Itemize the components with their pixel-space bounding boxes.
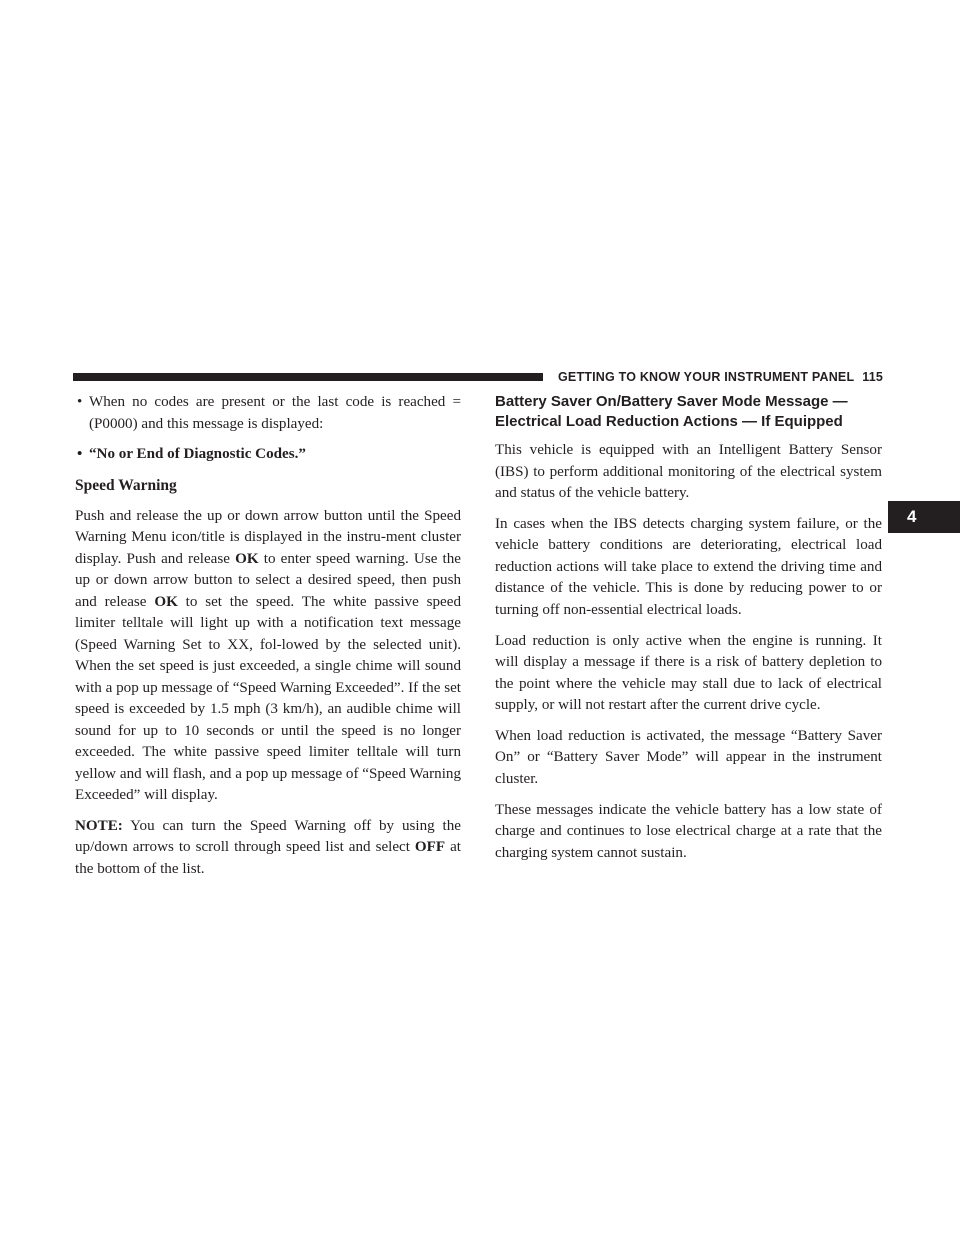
body-paragraph: These messages indicate the vehicle battery has a low state of charge and continues to lose electrical charge at a rate that the charging system cannot sustain. xyxy=(495,801,882,861)
running-header xyxy=(558,368,894,386)
note-paragraph xyxy=(75,816,461,881)
bullet-item xyxy=(75,444,461,466)
bullet-text: When no codes are present or the last code is reached = (P0000) and this message is displayed: xyxy=(89,394,461,432)
body-paragraph xyxy=(75,506,461,807)
bullet-dot: • xyxy=(77,394,83,410)
body-paragraph: Load reduction is only active when the engine is running. It will display a message if there is a risk of battery depletion to the point where the vehicle may stall due to lack of electrical supply, or will not restart after the current drive cycle. xyxy=(495,632,882,714)
section-heading: Battery Saver On/Battery Saver Mode Message — Electrical Load Reduction Actions — If Equipped xyxy=(495,393,848,430)
note-label: NOTE: xyxy=(75,817,123,834)
body-paragraph: In cases when the IBS detects charging system failure, or the vehicle battery conditions are deteriorating, electrical load reduction actions will take place to extend the driving time and distance of the vehicle. This is done by reducing power to or turning off non-essential electrical loads. xyxy=(495,515,882,618)
text-run: at the bottom of the list. xyxy=(75,839,461,877)
bullet-item xyxy=(75,392,461,435)
bullet-text: “No or End of Diagnostic Codes.” xyxy=(89,446,306,463)
ok-term: OK xyxy=(154,593,178,610)
bullet-dot: • xyxy=(77,446,83,463)
off-term: OFF xyxy=(414,839,446,856)
text-run: Push and release the up or down arrow button until the Speed Warning Menu icon/title is displayed in the instru-ment cluster display. Push and release xyxy=(75,507,461,567)
chapter-tab xyxy=(888,501,960,533)
page-number: 115 xyxy=(862,370,884,384)
section-heading: Speed Warning xyxy=(75,477,177,495)
left-column xyxy=(75,392,461,890)
body-paragraph: When load reduction is activated, the message “Battery Saver On” or “Battery Saver Mode” will appear in the instrument cluster. xyxy=(495,727,882,787)
right-column xyxy=(495,392,882,873)
text-run: to set the speed. The white passive speed limiter telltale will light up with a notification text message (Speed Warning Set to XX, fol-lowed by the selected unit). When the set speed is just exceeded, a single chime will sound with a pop up message of “Speed Warning Exceeded”. If the set speed is exceeded by 1.5 mph (3 km/h), an audible chime will sound for up to 10 seconds or until the speed is no longer exceeded. The white passive speed limiter telltale will turn yellow and will flash, and a pop up message of “Speed Warning Exceeded” will display. xyxy=(75,593,461,804)
chapter-number: 4 xyxy=(907,507,917,526)
section-title: GETTING TO KNOW YOUR INSTRUMENT PANEL xyxy=(558,370,855,384)
text-run: You can turn the Speed Warning off by using the up/down arrows to scroll through speed list and select xyxy=(75,817,461,856)
header-rule xyxy=(73,373,543,381)
text-run: to enter speed warning. Use the up or down arrow button to select a desired speed, then push and release xyxy=(75,550,461,610)
ok-term: OK xyxy=(235,550,259,567)
body-paragraph: This vehicle is equipped with an Intelligent Battery Sensor (IBS) to perform additional monitoring of the electrical system and status of the vehicle battery. xyxy=(495,442,882,501)
